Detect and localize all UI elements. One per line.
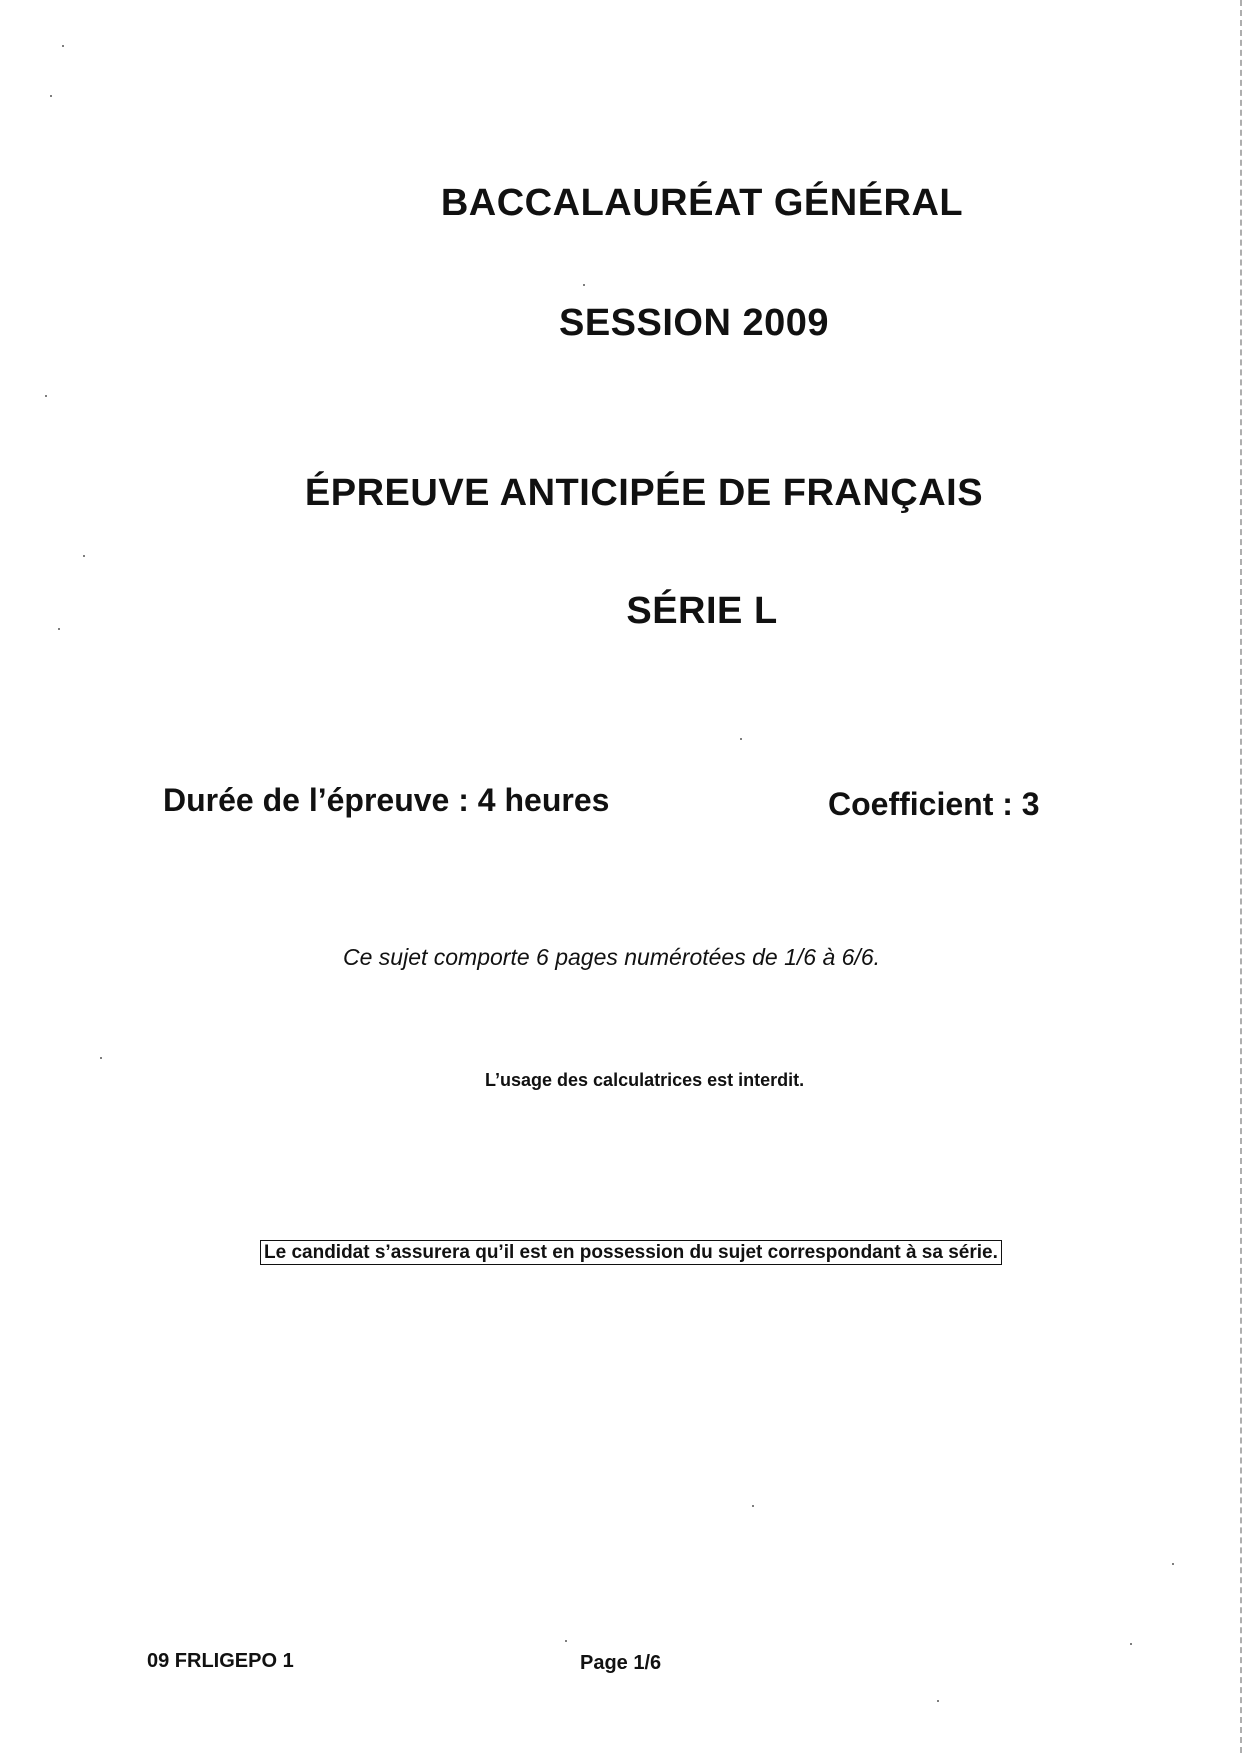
scan-speck <box>1130 1643 1132 1645</box>
exam-coefficient: Coefficient : 3 <box>828 786 1040 822</box>
exam-title: BACCALAURÉAT GÉNÉRAL <box>440 182 964 224</box>
scan-speck <box>1172 1563 1174 1565</box>
exam-series: SÉRIE L <box>626 590 778 632</box>
scan-speck <box>45 395 47 397</box>
pages-note: Ce sujet comporte 6 pages numérotées de 1/6 à 6/6. <box>343 944 880 970</box>
candidate-notice: Le candidat s’assurera qu’il est en possession du sujet correspondant à sa série. <box>260 1240 1002 1265</box>
scan-speck <box>937 1700 939 1702</box>
exam-duration: Durée de l’épreuve : 4 heures <box>163 782 610 818</box>
scan-speck <box>58 628 60 630</box>
footer-page-number: Page 1/6 <box>580 1652 662 1674</box>
scan-speck <box>62 45 64 47</box>
scan-speck <box>752 1505 754 1507</box>
calculator-note: L’usage des calculatrices est interdit. <box>485 1070 805 1090</box>
scan-edge-line <box>1240 0 1242 1753</box>
scan-speck <box>100 1057 102 1059</box>
exam-subject: ÉPREUVE ANTICIPÉE DE FRANÇAIS <box>304 472 984 514</box>
footer-subject-code: 09 FRLIGEPO 1 <box>147 1650 294 1672</box>
scan-speck <box>83 555 85 557</box>
scan-speck <box>740 738 742 740</box>
scan-speck <box>583 284 585 286</box>
session-title: SESSION 2009 <box>558 302 830 344</box>
scan-speck <box>565 1640 567 1642</box>
scan-speck <box>50 95 52 97</box>
